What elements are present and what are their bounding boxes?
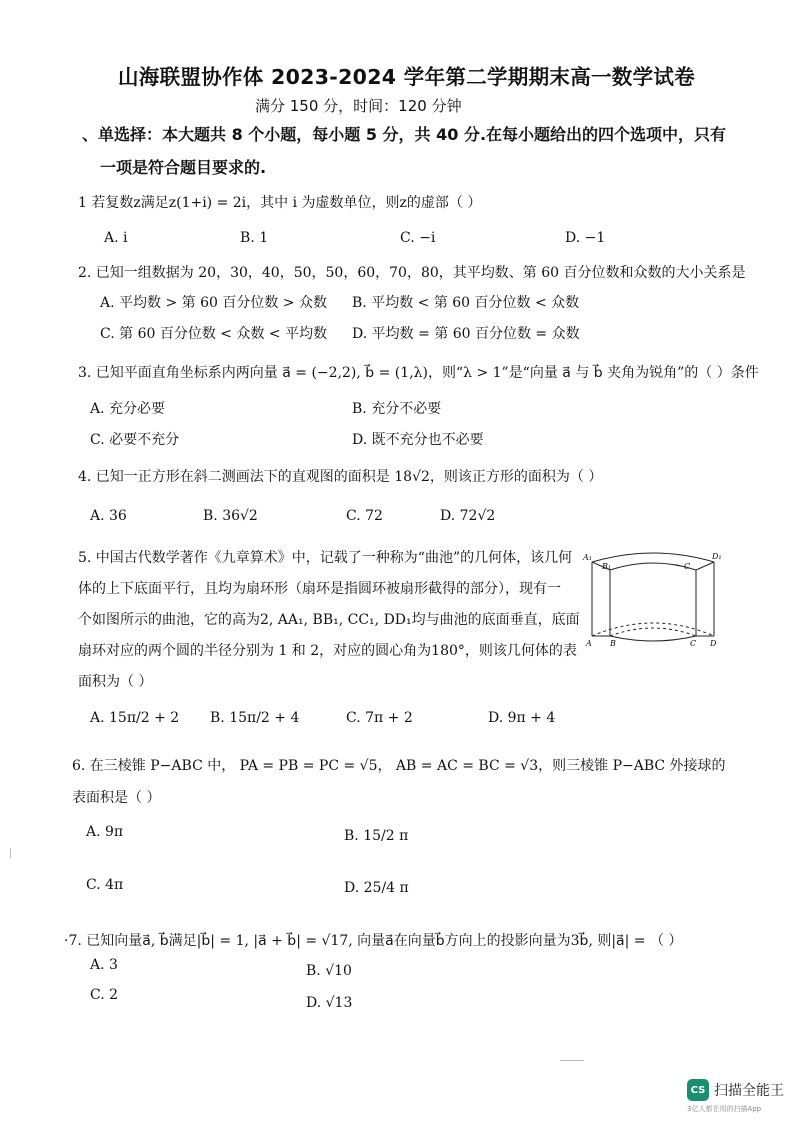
question-7-option-a: A. 3 [90,957,118,973]
scanner-watermark [687,1079,784,1101]
section-heading-line1: 、单选择：本大题共 8 个小题，每小题 5 分，共 40 分.在每小题给出的四个选项中，只有 [82,125,727,144]
exam-title: 山海联盟协作体 2023-2024 学年第二学期期末高一数学试卷 [118,65,695,89]
question-1-option-b: B. 1 [240,230,269,246]
question-3-stem: 3. 已知平面直角坐标系内两向量 a⃗ = (−2,2), b⃗ = (1,λ)，则“λ > 1”是“向量 a⃗ 与 b⃗ 夹角为锐角”的（ ）条件 [78,365,759,381]
label-b1: B₁ [602,562,612,571]
question-5-stem-line4: 扇环对应的两个圆的半径分别为 1 和 2，对应的圆心角为180°，则该几何体的表 [78,643,577,659]
label-c: C [684,562,691,571]
question-2-option-a: A. 平均数 > 第 60 百分位数 > 众数 [100,295,327,311]
question-1-option-c: C. −i [400,230,436,246]
question-7-option-d: D. √13 [306,995,353,1011]
question-4-option-d: D. 72√2 [440,508,496,524]
question-3-option-b: B. 充分不必要 [352,401,442,417]
scan-artifact [10,848,11,858]
question-6-option-b: B. 15/2 π [344,828,409,844]
question-1-option-d: D. −1 [565,230,606,246]
question-6-option-d: D. 25/4 π [344,880,409,896]
label-a1: A₁ [583,553,592,562]
question-4-option-a: A. 36 [90,508,127,524]
question-3-option-c: C. 必要不充分 [90,432,180,448]
question-1-stem: 1 若复数z满足z(1+i) = 2i，其中 i 为虚数单位，则z的虚部（ ） [78,195,482,211]
exam-subtitle: 满分 150 分，时间：120 分钟 [255,97,462,115]
question-7-option-c: C. 2 [90,987,119,1003]
question-6-option-a: A. 9π [86,824,124,840]
question-5-option-a: A. 15π/2 + 2 [90,710,180,726]
label-a: A [586,639,592,648]
question-3-option-d: D. 既不充分也不必要 [352,432,484,448]
question-5-stem-line3: 个如图所示的曲池，它的高为2, AA₁, BB₁, CC₁, DD₁均与曲池的底面垂直，底面 [78,612,580,628]
scanner-logo-icon: CS [687,1079,709,1101]
question-7-option-b: B. √10 [306,963,352,979]
question-2-option-b: B. 平均数 < 第 60 百分位数 < 众数 [352,295,580,311]
curved-pool-figure [584,550,722,650]
question-7-stem: ·7. 已知向量a⃗, b⃗满足|b⃗| = 1, |a⃗ + b⃗| = √17, 向量a⃗在向量b⃗方向上的投影向量为3b⃗, 则|a⃗| = （ ） [64,933,683,949]
section-heading-line2: 一项是符合题目要求的. [100,158,267,177]
question-5-stem-line5: 面积为（ ） [78,674,153,690]
question-6-stem-line1: 6. 在三棱锥 P−ABC 中， PA = PB = PC = √5， AB = AC = BC = √3，则三棱锥 P−ABC 外接球的 [72,758,726,774]
question-5-option-d: D. 9π + 4 [488,710,556,726]
question-4-stem: 4. 已知一正方形在斜二测画法下的直观图的面积是 18√2，则该正方形的面积为（ ） [78,469,603,485]
label-d: D [710,639,717,648]
question-4-option-b: B. 36√2 [203,508,258,524]
scanner-app-name: 扫描全能王 [714,1083,784,1099]
scan-artifact [560,1060,584,1061]
question-5-option-c: C. 7π + 2 [346,710,413,726]
scanner-tagline: 3亿人都在用的扫描App [687,1105,762,1113]
label-b: B [610,639,616,648]
question-5-option-b: B. 15π/2 + 4 [210,710,300,726]
question-1-option-a: A. i [104,230,128,246]
label-c-bottom: C [690,639,697,648]
label-d1: D₁ [712,552,722,561]
question-2-option-d: D. 平均数 = 第 60 百分位数 = 众数 [352,326,580,342]
question-6-stem-line2: 表面积是（ ） [72,790,161,806]
question-5-stem-line2: 体的上下底面平行，且均为扇环形（扇环是指圆环被扇形截得的部分），现有一 [78,581,561,597]
question-6-option-c: C. 4π [86,877,124,893]
outer-top-arc [592,553,714,562]
question-2-stem: 2. 已知一组数据为 20，30，40，50，50，60，70，80，其平均数、第 60 百分位数和众数的大小关系是 [78,265,746,281]
question-2-option-c: C. 第 60 百分位数 < 众数 < 平均数 [100,326,328,342]
question-4-option-c: C. 72 [346,508,383,524]
question-3-option-a: A. 充分必要 [90,401,166,417]
question-5-stem-line1: 5. 中国古代数学著作《九章算术》中，记载了一种称为“曲池”的几何体，该几何 [78,550,573,566]
